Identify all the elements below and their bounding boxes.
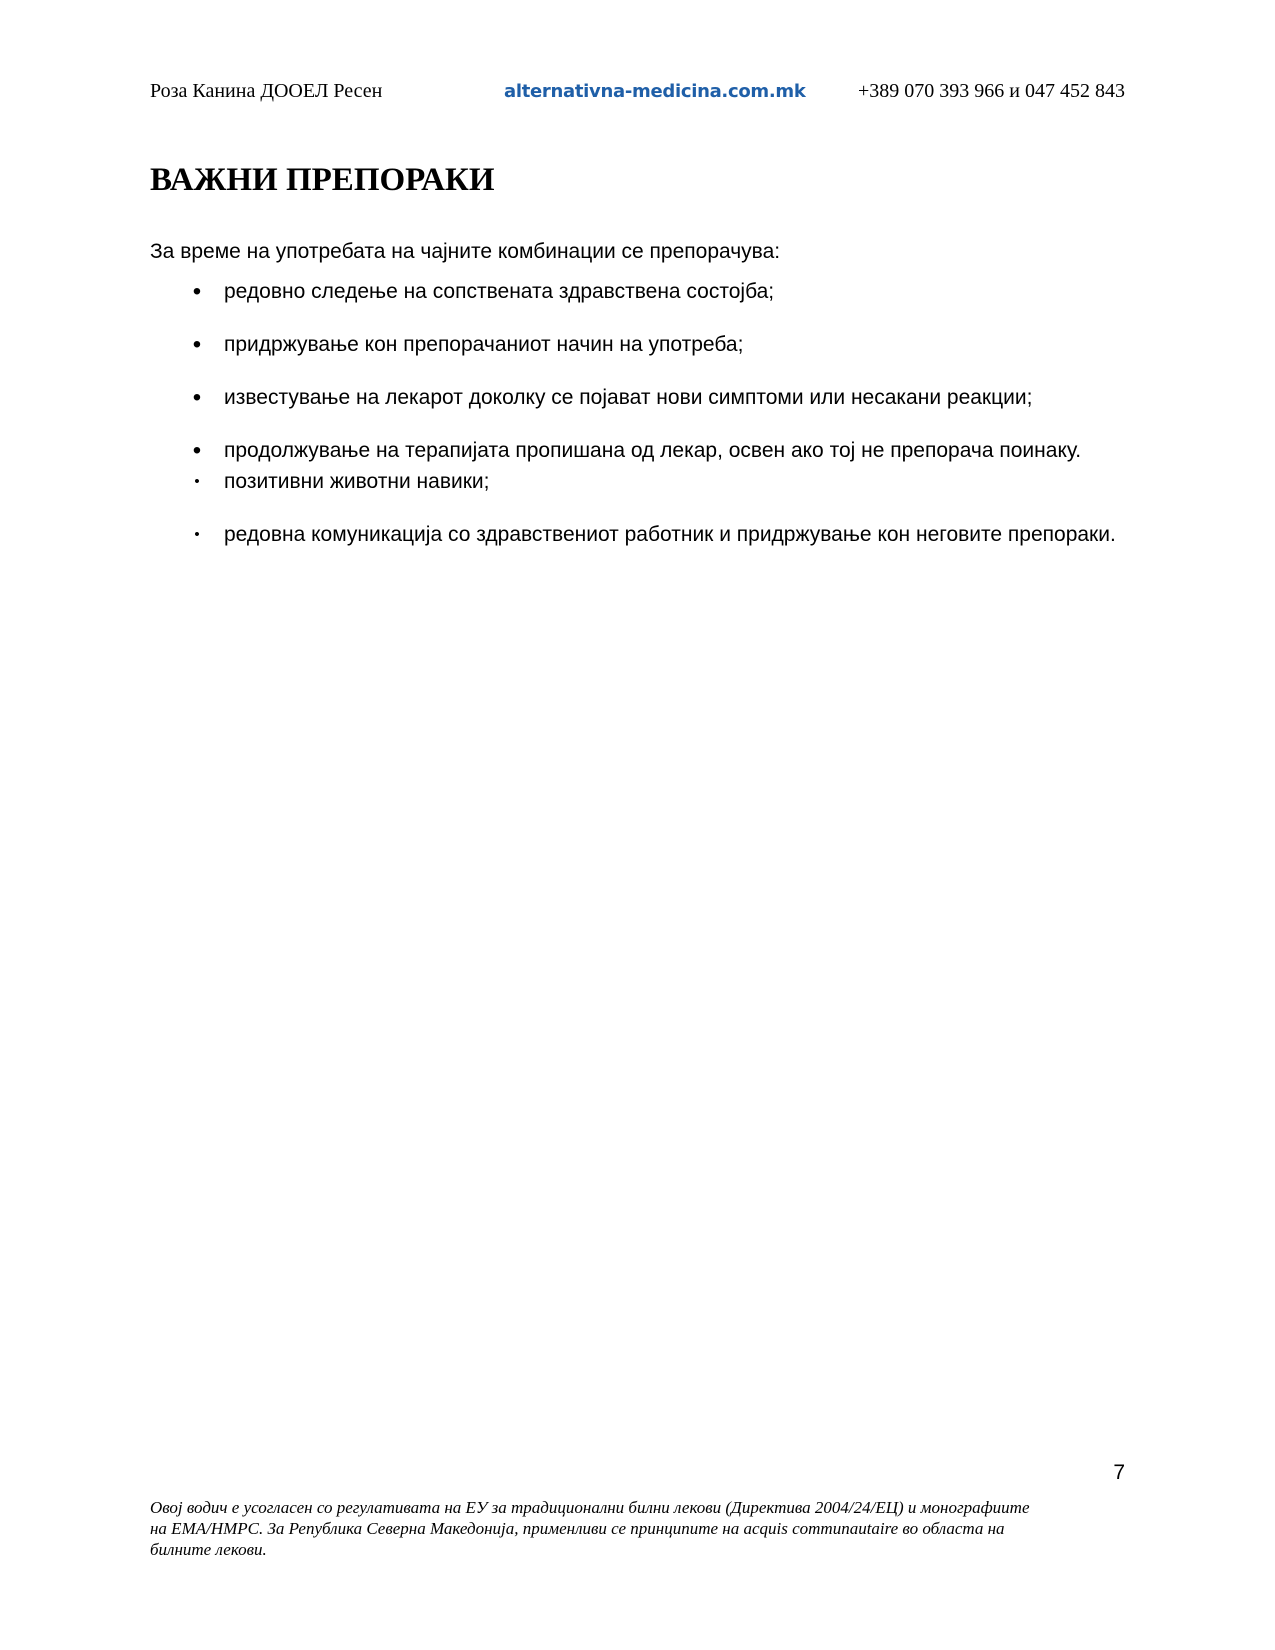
page-header [150, 80, 1125, 106]
list-item-text: редовно следење на сопствената здравствена состојба; [224, 280, 775, 303]
footer-line: Овој водич е усогласен со регулативата на ЕУ за традиционални билни лекови (Директива 2004/24/ЕЦ) и монографиите [150, 1498, 1030, 1517]
bullet-icon: • [192, 384, 202, 411]
list-item-text: продолжување на терапијата пропишана од лекар, освен ако тој не препорача поинаку. [224, 439, 1082, 462]
footer-line: на EMA/HMPC. За Република Северна Македонија, применливи се принципите на acquis communautaire во областа на [150, 1519, 1005, 1538]
bullet-icon: • [192, 437, 202, 464]
bullet-icon: • [192, 331, 202, 358]
list-item [150, 325, 1125, 364]
list-item-text: позитивни животни навики; [224, 470, 490, 493]
list-item-text: придржување кон препорачаниот начин на употреба; [224, 333, 744, 356]
bullet-icon: • [194, 473, 200, 490]
page-number: 7 [1113, 1461, 1125, 1484]
header-company-name: Роза Канина ДООЕЛ Ресен [150, 80, 383, 102]
page-title: ВАЖНИ ПРЕПОРАКИ [150, 162, 495, 198]
footer-line: билните лекови. [150, 1540, 267, 1559]
footer-disclaimer [150, 1497, 1130, 1560]
bullet-icon: • [194, 526, 200, 543]
list-item [150, 272, 1125, 311]
list-item [150, 378, 1125, 417]
intro-text: За време на употребата на чајните комбинации се препорачува: [150, 240, 781, 263]
header-website-link[interactable]: alternativna-medicina.com.mk [504, 81, 806, 102]
list-item-text: известување на лекарот доколку се појават нови симптоми или несакани реакции; [224, 386, 1033, 409]
recommendations-list [150, 272, 1125, 554]
header-phone-numbers: +389 070 393 966 и 047 452 843 [858, 80, 1125, 102]
bullet-icon: • [192, 278, 202, 305]
list-item [150, 515, 1125, 554]
list-item [150, 462, 1125, 501]
list-item-text: редовна комуникација со здравствениот работник и придржување кон неговите препораки. [224, 523, 1116, 546]
